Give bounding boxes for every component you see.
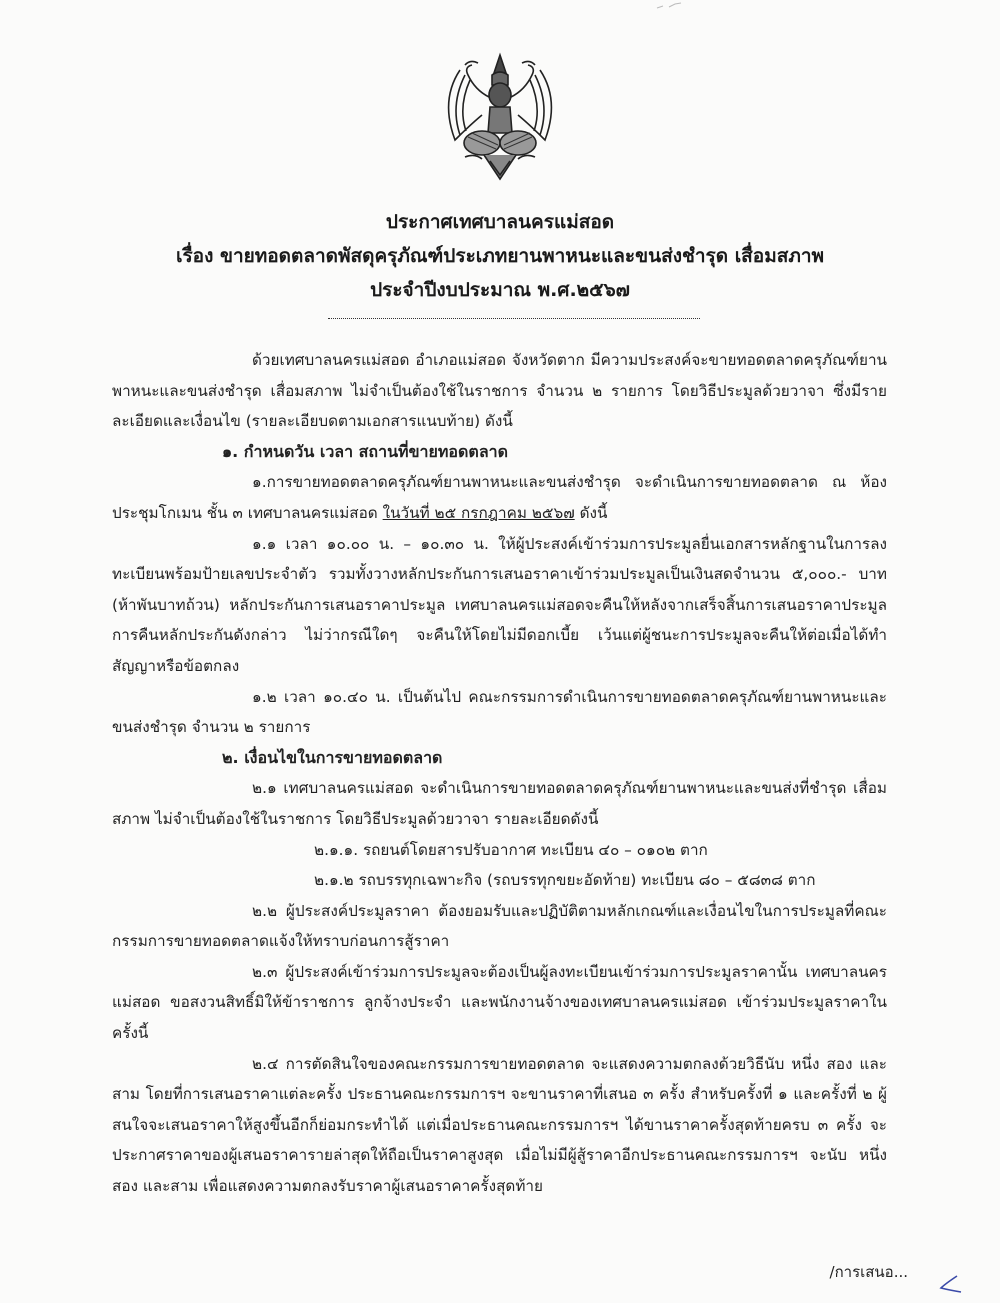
section-1-p1-suffix: ดังนี้ <box>574 503 608 522</box>
section-2-3-paragraph: ๒.๓ ผู้ประสงค์เข้าร่วมการประมูลจะต้องเป็นผู้ลงทะเบียนเข้าร่วมการประมูลราคานั้น เทศบาลนครแม่สอด ขอสงวนสิทธิ์มิให้ข้าราชการ ลูกจ้างประจำ และพนักงานจ้างของเทศบาลนครแม่สอด เข้าร่วมประมูลราคาในครั้งนี้ <box>112 962 887 1043</box>
vehicle-item-1: ๒.๑.๑. รถยนต์โดยสารปรับอากาศ ทะเบียน ๔๐ – ๐๑๐๒ ตาก <box>314 840 708 859</box>
intro-paragraph: ด้วยเทศบาลนครแม่สอด อำเภอแม่สอด จังหวัดตาก มีความประสงค์จะขายทอดตลาดครุภัณฑ์ยานพาหนะและขนส่งชำรุด เสื่อมสภาพ ไม่จำเป็นต้องใช้ในราชการ จำนวน ๒ รายการ โดยวิธีประมูลด้วยวาจา ซึ่งมีรายละเอียดและเงื่อนไข (รายละเอียบดตามเอกสารแนบท้าย) ดังนี้ <box>112 351 887 431</box>
section-1-p1-text: ๑.การขายทอดตลาดครุภัณฑ์ยานพาหนะและขนส่งชำรุด จะดำเนินการขายทอดตลาด ณ ห้องประชุมโกเมน ชั้น ๓ เทศบาลนครแม่สอด <box>112 473 887 522</box>
section-2-4-paragraph: ๒.๔ การตัดสินใจของคณะกรรมการขายทอดตลาด จะแสดงความตกลงด้วยวิธีนับ หนึ่ง สอง และสาม โดยที่การเสนอราคาแต่ละครั้ง ประธานคณะกรรมการฯ จะขานราคาที่เสนอ ๓ ครั้ง สำหรับครั้งที่ ๑ และครั้งที่ ๒ ผู้สนใจจะเสนอราคาให้สูงขึ้นอีกก็ย่อมกระทำได้ แต่เมื่อประธานคณะกรรมการฯ ได้ขานราคาครั้งสุดท้ายครบ ๓ ครั้ง จะประกาศราคาของผู้เสนอราคารายล่าสุดให้ถือเป็นราคาสูงสุด เมื่อไม่มีผู้สู้ราคาอีกประธานคณะกรรมการฯ จะนับ หนึ่ง สอง และสาม เพื่อแสดงความตกลงรับราคาผู้เสนอราคาครั้งสุดท้าย <box>112 1054 887 1196</box>
auction-date: ในวันที่ ๒๕ กรกฎาคม ๒๕๖๗ <box>382 503 575 522</box>
section-1-2-paragraph: ๑.๒ เวลา ๑๐.๔๐ น. เป็นต้นไป คณะกรรมการดำเนินการขายทอดตลาดครุภัณฑ์ยานพาหนะและขนส่งชำรุด จำนวน ๒ รายการ <box>112 687 887 737</box>
title-line-2: เรื่อง ขายทอดตลาดพัสดุครุภัณฑ์ประเภทยานพาหนะและขนส่งชำรุด เสื่อมสภาพ <box>175 245 825 267</box>
dotted-separator <box>328 318 700 319</box>
document-body <box>112 345 887 1202</box>
section-2-2-paragraph: ๒.๒ ผู้ประสงค์ประมูลราคา ต้องยอมรับและปฏิบัติตามหลักเกณฑ์และเงื่อนไขในการประมูลที่คณะกรรมการขายทอดตลาดแจ้งให้ทราบก่อนการสู้ราคา <box>112 901 887 951</box>
section-2-1-paragraph: ๒.๑ เทศบาลนครแม่สอด จะดำเนินการขายทอดตลาดครุภัณฑ์ยานพาหนะและขนส่งที่ชำรุด เสื่อมสภาพ ไม่จำเป็นต้องใช้ในราชการ โดยวิธีประมูลด้วยวาจา รายละเอียดดังนี้ <box>112 779 887 828</box>
vehicle-item-2: ๒.๑.๒ รถบรรทุกเฉพาะกิจ (รถบรรทุกขยะอัดท้าย) ทะเบียน ๘๐ – ๕๘๓๘ ตาก <box>314 871 816 890</box>
section-1-paragraph-1 <box>112 467 887 528</box>
title-line-1: ประกาศเทศบาลนครแม่สอด <box>385 211 615 233</box>
scan-artifact-icon <box>655 2 685 10</box>
handwritten-initial-icon <box>935 1272 965 1296</box>
title-line-3: ประจำปีงบประมาณ พ.ศ.๒๕๖๗ <box>370 279 630 301</box>
section-1-heading: ๑. กำหนดวัน เวลา สถานที่ขายทอดตลาด <box>222 441 508 461</box>
section-1-1-paragraph: ๑.๑ เวลา ๑๐.๐๐ น. – ๑๐.๓๐ น. ให้ผู้ประสงค์เข้าร่วมการประมูลยื่นเอกสารหลักฐานในการลงทะเบียนพร้อมป้ายเลขประจำตัว รวมทั้งวางหลักประกันการเสนอราคาเข้าร่วมประมูลเป็นเงินสดจำนวน ๕,๐๐๐.- บาท (ห้าพันบาทถ้วน) หลักประกันการเสนอราคาประมูล เทศบาลนครแม่สอดจะคืนให้หลังจากเสร็จสิ้นการเสนอราคาประมูล การคืนหลักประกันดังกล่าว ไม่ว่ากรณีใดๆ จะคืนให้โดยไม่มีดอกเบี้ย เว้นแต่ผู้ชนะการประมูลจะคืนให้ต่อเมื่อได้ทำสัญญาหรือข้อตกลง <box>112 534 887 675</box>
section-2-heading: ๒. เงื่อนไขในการขายทอดตลาด <box>222 747 443 767</box>
announcement-title <box>0 205 1000 307</box>
garuda-emblem-icon <box>420 45 580 185</box>
continued-marker: /การเสนอ... <box>829 1263 908 1281</box>
